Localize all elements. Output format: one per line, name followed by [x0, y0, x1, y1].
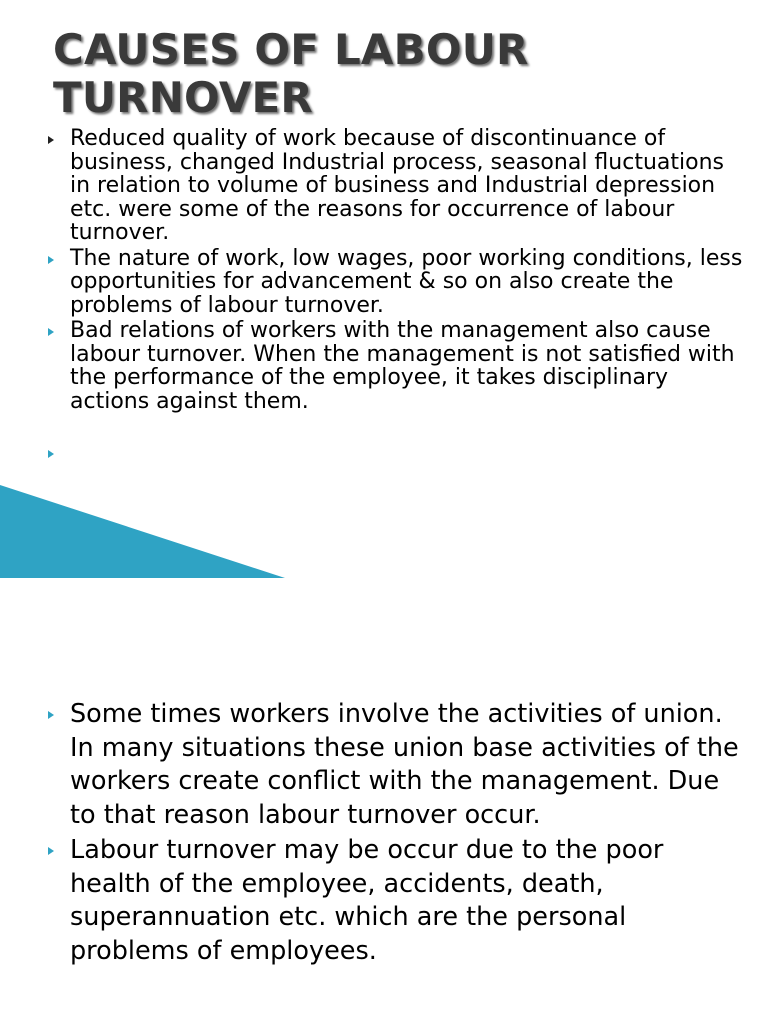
triangle-bullet-icon — [48, 328, 54, 336]
bullet-item — [70, 834, 750, 968]
bullet-item — [70, 698, 750, 832]
triangle-bullet-icon — [48, 256, 54, 264]
empty-bullet-item — [70, 441, 750, 465]
bullet-text: Reduced quality of work because of discontinuance of business, changed Industrial process, seasonal fluctuations in relation to volume of business and Industrial depression etc. were some of the reasons for occurrence of labour turnover. — [70, 126, 724, 245]
bullet-list — [70, 127, 750, 467]
accent-triangle-shape — [0, 485, 285, 578]
slide-title: CAUSES OF LABOUR TURNOVER — [53, 25, 529, 122]
bullet-text: The nature of work, low wages, poor working conditions, less opportunities for advancement & so on also create the problems of labour turnover. — [70, 245, 743, 318]
bullet-list — [70, 698, 750, 970]
triangle-bullet-icon — [48, 847, 54, 855]
bullet-text: Bad relations of workers with the management also cause labour turnover. When the management is not satisfied with the performance of the employee, it takes disciplinary actions against them. — [70, 318, 735, 414]
triangle-bullet-icon — [48, 711, 54, 719]
bullet-text: Some times workers involve the activities of union. In many situations these union base activities of the workers create conflict with the management. Due to that reason labour turnover occur. — [70, 699, 739, 830]
bullet-item — [70, 127, 750, 245]
bullet-item — [70, 247, 750, 318]
triangle-bullet-icon — [48, 136, 54, 144]
triangle-bullet-icon — [48, 450, 54, 458]
bullet-text: Labour turnover may be occur due to the poor health of the employee, accidents, death, superannuation etc. which are the personal problems of employees. — [70, 835, 664, 966]
bullet-item — [70, 319, 750, 413]
slide-2 — [0, 578, 768, 1024]
